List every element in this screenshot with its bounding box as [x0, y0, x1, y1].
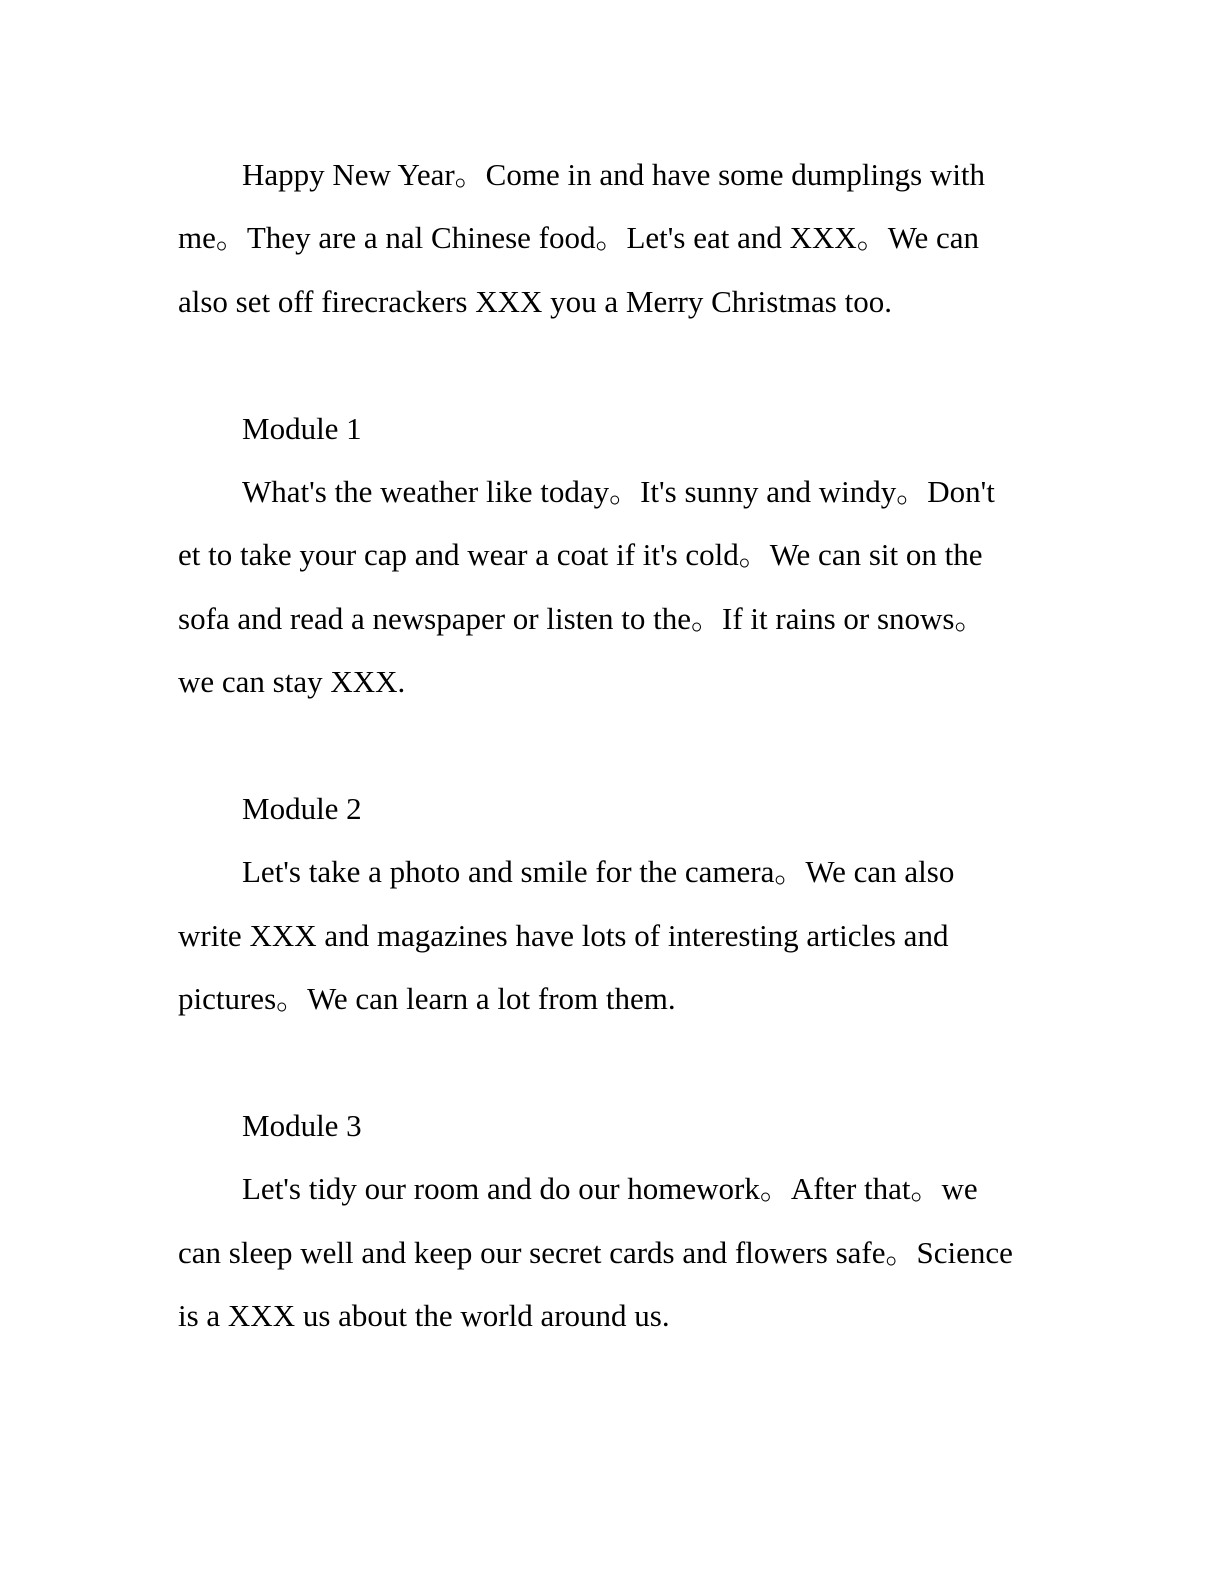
document-page [178, 143, 1046, 1348]
section-spacer [178, 1031, 1046, 1094]
module-1-heading: Module 1 [242, 410, 362, 446]
module-2-heading: Module 2 [242, 791, 362, 827]
module-3-paragraph: Let's tidy our room and do our homework。After that。we can sleep well and keep our secret cards and flowers safe。Science is a XXX us about the world around us. [178, 1171, 1013, 1334]
section-spacer [178, 333, 1046, 396]
intro-paragraph: Happy New Year。Come in and have some dumplings with me。They are a nal Chinese food。Let's eat and XXX。We can also set off firecrackers XXX you a Merry Christmas too. [178, 157, 986, 319]
section-spacer [178, 714, 1046, 777]
module-1-paragraph: What's the weather like today。It's sunny and windy。Don't et to take your cap and wear a coat if it's cold。We can sit on the sofa and read a newspaper or listen to the。If it rains or snows。 we can stay XXX. [178, 474, 995, 700]
module-2-paragraph: Let's take a photo and smile for the camera。We can also write XXX and magazines have lots of interesting articles and pictures。We can learn a lot from them. [178, 854, 955, 1017]
module-3-heading: Module 3 [242, 1108, 362, 1144]
